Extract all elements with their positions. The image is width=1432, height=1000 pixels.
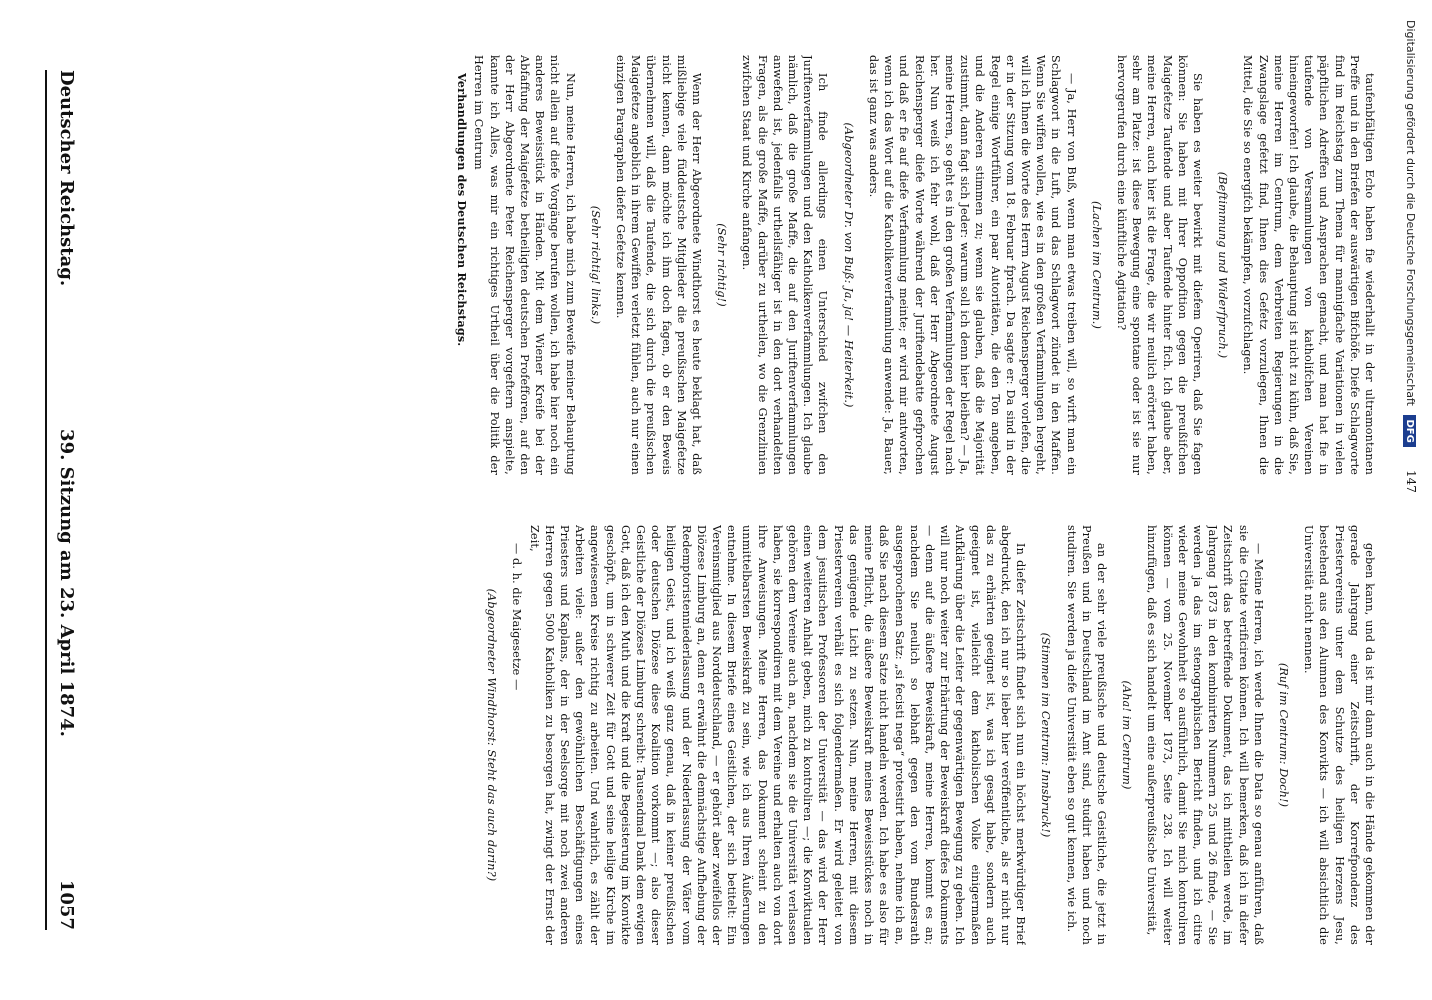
page-header [45,70,87,930]
paragraph: Wenn der Herr Abgeordnete Windthorst es heute beklagt hat, daß mißliebige viele füddeutsche Mitglieder die preußischen Maigefetze nicht kennen, dann möchte ich ihm doch fagen, ob er den Beweis übernehmen will, daß die Taufende, die sich durch die preußischen Maigefetze angeblich in ihrem Gewiffen verletzt fühlen, auch nur einen einzigen Paragraphen diefer Gefetze kennen. [614,55,704,475]
interjection: (Abgeordneter Windthorst: Steht das auch darin?) [485,588,499,882]
paragraph: an der sehr viele preußische und deutsche Geistliche, die jetzt in Preußen und in Deutschland im Amt sind, studirt haben und noch studiren. Sie werden ja diefe Universität eben so gut kennen, wie ich. [1064,525,1108,945]
digitization-text: Digitalisierung gefördert durch die Deutsche Forschungsgemeinschaft [1404,20,1417,406]
paragraph: geben kann, und da ist mir dann auch in die Hände gekommen der gerade Jahrgang einer Zeitschrift, der Korrefpondenz des Priestervereins unter dem Schutze des heiligen Herzens Jesu, bestehend aus den Alumnen des Konvikts — ich will absichtlich die Universität nicht nennen. [1302,525,1376,945]
page-number: 147 [1404,470,1418,493]
interjection: (Beftimmung und Widerfpruch.) [1216,171,1230,359]
dfg-logo: DFG [1403,415,1416,446]
paragraph: Ich finde allerdings einen Unterschied zwifchen den Juriftenverfammlungen und den Katholikenverfammlungen. Ich glaube nämlich, daß die große Maffe, die auf den Juriftenverfammlungen anwefend ist, jedenfalls urtheilsfähiger ist in den dort verhandelten Fragen, als die große Maffe, darüber zu urtheilen, wo die Grenzlinien zwifchen Staat und Kirche anfangen. [740,55,830,475]
footer-title: Verhandlungen des Deutschen Reichstags. [455,73,470,347]
paragraph: Nun, meine Herren, ich habe mich zum Beweife meiner Behauptung nicht allein auf diefe Vorgänge berufen wollen, ich habe hier noch ein anderes Beweisstück in Händen. Mit dem Wiener Kreife bei der Abfaffung der Maigefetze betheiligten deutschen Profefforen, auf den der Herr Abgeordnete Peter Reichensperger vorgeftern anspielte, kannte ich Alles, was mir ein richtiges Urtheil über die Politik der Herren im Centrum [472,55,577,475]
digitization-note [1403,20,1417,447]
right-column [97,525,1377,945]
interjection: (Ruf im Centrum: Doch!) [1276,662,1290,808]
interjection: (Lachen im Centrum.) [1089,200,1103,330]
interjection: (Abgeordneter Dr. von Buß: Ja, ja! — Heiterkeit.) [841,122,855,408]
header-left: Deutscher Reichstag. [56,70,78,287]
paragraph: In diefer Zeitschrift findet sich nun ein höchst merkwürdiger Brief abgedruckt, den ich nur so lieber hier veröffentliche, als er nicht nur das zu erhärten geeignet ist, was ich gesagt habe, sondern auch geeignet ist, vielleicht dem katholischen Volke einigermaßen Aufklärung über die Leiter der gegenwärtigen Bewegung zu geben. Ich will nur noch weiter zur Erhärtung der Beweiskraft diefes Dokuments — denn auf die äußere Beweiskraft, meine Herren, kommt es an; nachdem Sie neulich so lebhaft gegen den vom Bundesrath ausgesprochenen Satz: „si fecisti nega“ protestirt haben, nehme ich an, daß Sie nach diesem Satze nicht handeln werden. Ich habe es also für meine Pflicht, die äußere Beweiskraft meines Beweisstückes noch in das genügende Licht zu setzen. Nun, meine Herren, mit diesem Priesterverein verhält es sich folgendermaßen. Er wird geleitet von dem jesuitischen Professoren der Universität — das wird der Herr einen weiteren Anhalt geben, mich zu kontroliren —; die Konviktualen gehören dem Vereine auch an, nachdem sie die Universität verlassen haben, sie korrespondiren mit dem Vereine und erhalten auch von dort ihre Anweisungen. Meine Herren, das Dokument scheint zu den unmittelbarsten Beweiskraft zu sein, wie ich aus Ihren Äußerungen entnehme. In diesem Briefe eines Geistlichen, der sich betitelt: Ein Vereinsmitglied aus Norddeutschland, — er gehört aber zweifellos der Diözese Limburg an, denn er erwähnt die demnächstige Aufhebung der Redemptoristenniederlassung und der Niederlassung der Väter vom heiligen Geist, und ich weiß ganz genau, daß in keiner preußischen oder deutschen Diözese diese Koalition vorkommt —; also dieser Geistliche der Diözese Limburg schreibt: Tausendmal Dank dem ewigen Gott, daß ich den Muth und die Kraft und die Begeisterung im Konvikte geschöpft, um in schwerer Zeit für Gott und seine heilige Kirche im angewiesenen Kreise richtig zu arbeiten. Und wahrlich, es zählt der Arbeiten viele: außer den gewöhnlichen Beschäftigungen eines Priesters und Kaplans, der in der Seelsorge mit noch zwei anderen Herren gegen 5000 Katholiken zu besorgen hat, zwingt der Ernst der Zeit, [527,525,1028,945]
paragraph: — Meine Herren, ich werde Ihnen die Data so genau anführen, daß sie die Citate verificiren können. Ich will bemerken, daß ich in diefer Zeitschrift das betreffende Dokument, das ich mittheilen werde, im Jahrgang 1873 in den kombinirten Nummern 25 und 26 finde, — Sie werden ja das im stenographischen Bericht finden, und ich citire wieder meine Gewohnheit so ausführlich, damit Sie mich kontroliren können — vom 25. November 1873, Seite 238. Ich will weiter hinzufügen, daß es sich handelt um eine außerpreußische Universität, [1145,525,1265,945]
interjection: (Sehr richtig!) [715,223,729,307]
interjection: (Aha! im Centrum) [1120,680,1134,790]
paragraph: Sie haben es weiter bewirkt mit diefem Operiren, daß Sie fagen können: Sie haben mit Ihrer Oppofition gegen die preußifchen Maigefetze Taufende und aber Taufende hinter fich. Ich glaube aber, meine Herren, auch hier ist die Frage, die wir neulich erörtert haben, sehr am Platze: ist diese Bewegung eine spontane oder ist sie nur hervorgerufen durch eine künftliche Agitation? [1114,55,1204,475]
paragraph: taufenbfältigen Echo haben fie wiederhallt in der ultramontanen Preffe und in den Briefen der auswärtigen Bifchöfe. Diefe Schlagworte find im Reichstag zum Thema für mannigfache Variationen in vielen päpftlichen Adreffen und Ansprachen gemacht, und man hat fie in taufende von Versammlungen von katholifchen Vereinen hineingeworfen! Ich glaube, die Behauptung ist nicht zu kühn, daß Sie, meine Herren im Centrum, dem Verbreiten Regierungen in die Zwangslage gefetzt find, Ihnen dies Gefetz vorzulegen, Ihnen die Mittel, die Sie so energifch bekämpfen, vorzufchlagen. [1241,55,1376,475]
interjection: (Stimmen im Centrum: Innsbruck!) [1039,632,1053,838]
header-page-number: 1057 [56,879,78,930]
paragraph: — d. h. die Maigesetze — [510,543,524,691]
interjection: (Sehr richtig! links.) [588,205,602,325]
header-center: 39. Sitzung am 23. April 1874. [56,429,78,737]
left-column [97,55,1377,475]
paragraph: — Ja, Herr von Buß, wenn man etwas treiben will, so wirft man ein Schlagwort in die Luft, und das Schlagwort zündet in den Maffen. Wenn Sie wiffen wollen, wie es in den großen Verfammlungen hergeht, will ich Ihnen die Worte des Herrn August Reichensperger vorlefen, die er in der Sitzung vom 18. Februar fprach. Da sagte er: Da sind in der Regel einige Wortführer, ein paar Autoritäten, die den Ton angeben, und die Anderen stimmen zu; wenn sie glauben, daß die Majorität zustimmt, dann fagt sich Jeder: warum soll ich denn hier bleiben? — Ja, meine Herren, so geht es in den großen Verfammlungen der Regel nach her. Nun weiß ich fehr wohl, daß der Herr Abgeordnete August Reichensperger diefe Worte während der Juriftendebatte gefprochen und daß er fie auf diefe Verfammlung meinte; er wird mir antworten, wenn ich das Wort auf die Katholikenverfammlung anwende: Ja, Bauer, das ist ganz was anders. [866,55,1078,475]
